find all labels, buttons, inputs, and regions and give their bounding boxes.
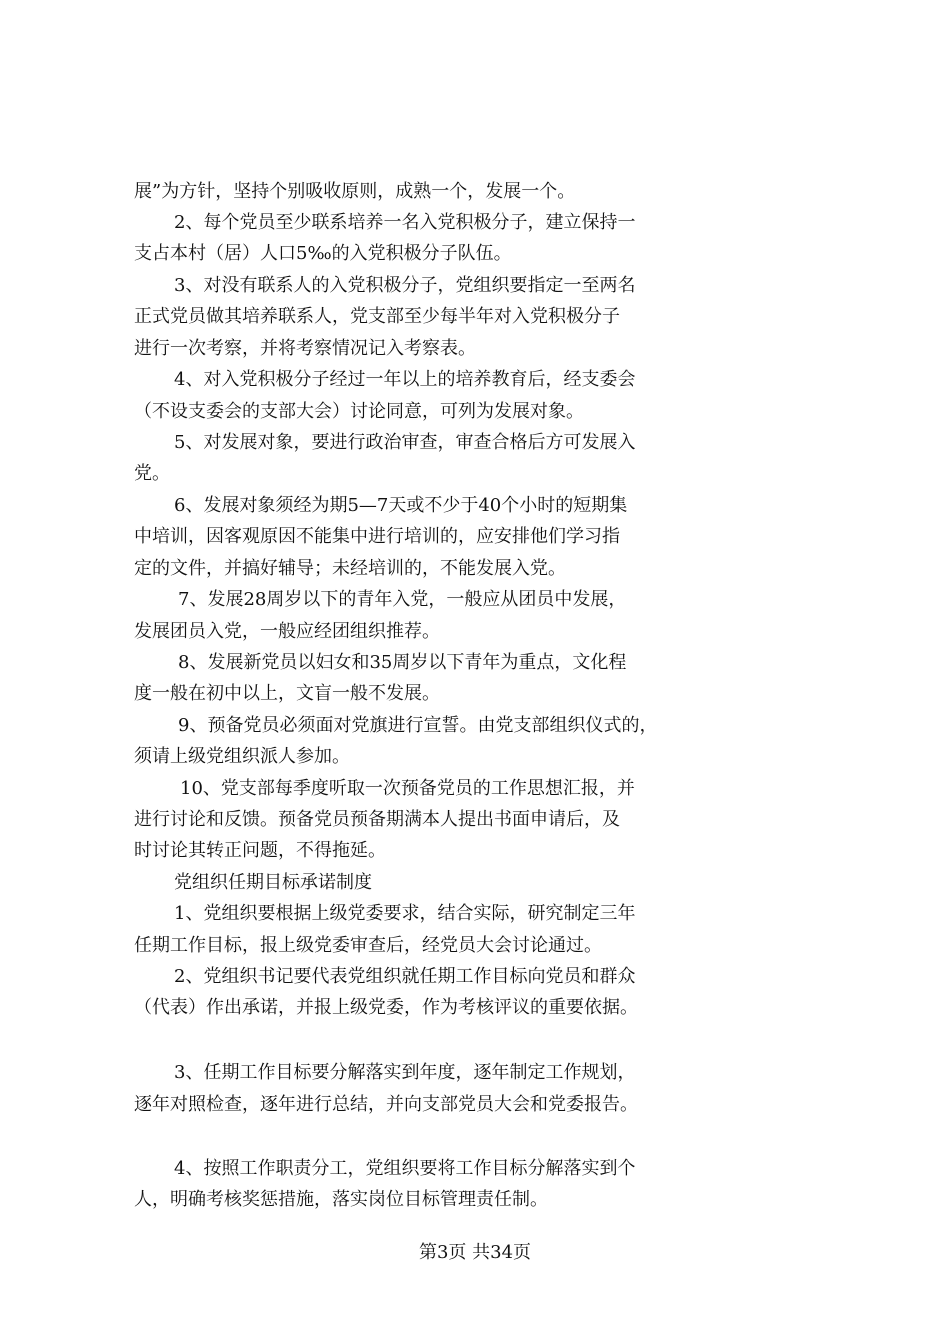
text-line: （代表）作出承诺，并报上级党委，作为考核评议的重要依据。 (134, 997, 638, 1018)
text-line: 度一般在初中以上，文盲一般不发展。 (134, 683, 440, 704)
text-line: 人，明确考核奖惩措施，落实岗位目标管理责任制。 (134, 1189, 548, 1210)
text-line: 2、每个党员至少联系培养一名入党积极分子，建立保持一 (174, 212, 636, 233)
text-line: 进行一次考察，并将考察情况记入考察表。 (134, 338, 476, 359)
text-line: 正式党员做其培养联系人，党支部至少每半年对入党积极分子 (134, 306, 620, 327)
text-line: 4、对入党积极分子经过一年以上的培养教育后，经支委会 (174, 369, 636, 390)
text-line: 中培训，因客观原因不能集中进行培训的，应安排他们学习指 (134, 526, 620, 547)
page-number-footer: 第3页 共34页 (418, 1242, 532, 1263)
text-line: 进行讨论和反馈。预备党员预备期满本人提出书面申请后，及 (134, 809, 620, 830)
text-line: 支占本村（居）人口5‰的入党积极分子队伍。 (134, 243, 512, 264)
text-line: 6、发展对象须经为期5—7天或不少于40个小时的短期集 (174, 495, 628, 516)
text-line: （不设支委会的支部大会）讨论同意，可列为发展对象。 (134, 401, 584, 422)
text-line: 4、按照工作职责分工，党组织要将工作目标分解落实到个 (174, 1158, 636, 1179)
text-line: 9、预备党员必须面对党旗进行宣誓。由党支部组织仪式的， (178, 715, 658, 736)
text-line: 5、对发展对象，要进行政治审查，审查合格后方可发展入 (174, 432, 636, 453)
text-line: 时讨论其转正问题，不得拖延。 (134, 840, 386, 861)
text-line: 8、发展新党员以妇女和35周岁以下青年为重点，文化程 (178, 652, 627, 673)
text-line: 3、对没有联系人的入党积极分子，党组织要指定一至两名 (174, 275, 636, 296)
text-line: 党。 (134, 463, 170, 484)
text-line: 任期工作目标，报上级党委审查后，经党员大会讨论通过。 (134, 935, 602, 956)
text-line: 7、发展28周岁以下的青年入党，一般应从团员中发展， (178, 589, 627, 610)
text-line: 逐年对照检查，逐年进行总结，并向支部党员大会和党委报告。 (134, 1094, 638, 1115)
text-line: 3、任期工作目标要分解落实到年度，逐年制定工作规划， (174, 1062, 636, 1083)
text-line: 展”为方针，坚持个别吸收原则，成熟一个，发展一个。 (134, 181, 576, 202)
text-line: 须请上级党组织派人参加。 (134, 746, 350, 767)
text-line: 2、党组织书记要代表党组织就任期工作目标向党员和群众 (174, 966, 636, 987)
text-line: 发展团员入党，一般应经团组织推荐。 (134, 621, 440, 642)
text-line: 定的文件，并搞好辅导；未经培训的，不能发展入党。 (134, 558, 566, 579)
text-line: 10、党支部每季度听取一次预备党员的工作思想汇报，并 (180, 778, 635, 799)
section-heading: 党组织任期目标承诺制度 (174, 872, 372, 893)
text-line: 1、党组织要根据上级党委要求，结合实际，研究制定三年 (174, 903, 636, 924)
